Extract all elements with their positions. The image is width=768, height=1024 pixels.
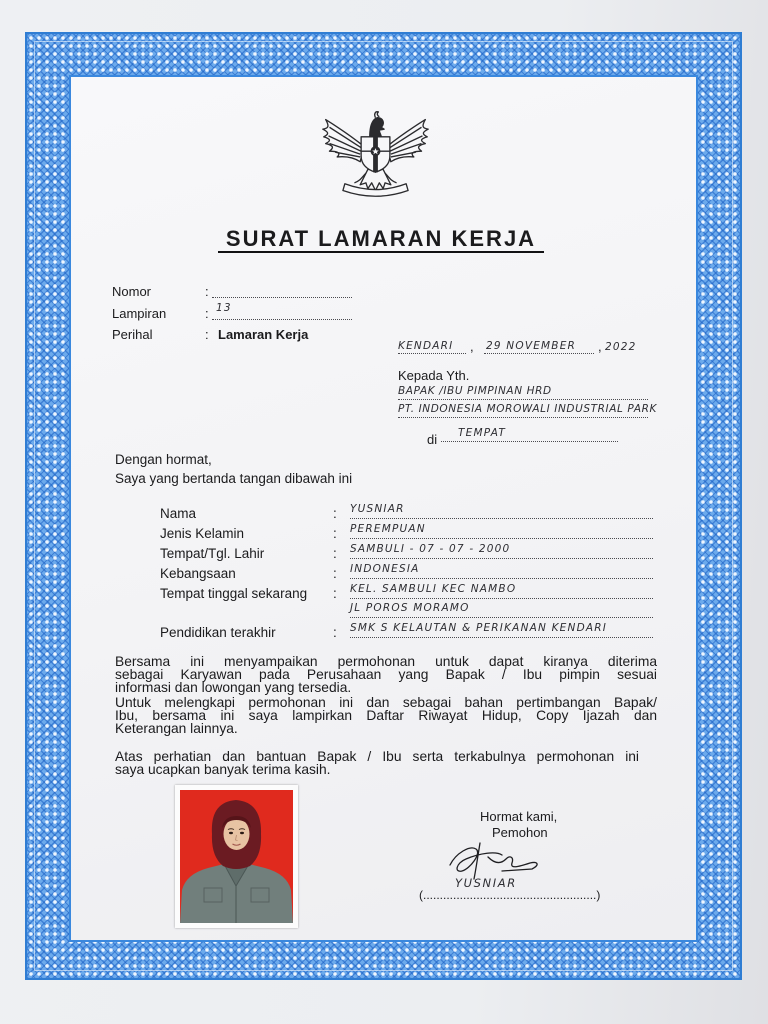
- nomor-dotted-line: [212, 285, 352, 298]
- left-eye: [229, 832, 233, 834]
- recipient-line-1: BAPAK /IBU PIMPINAN HRD: [398, 384, 648, 400]
- field-row-jenis-kelamin: [160, 525, 655, 543]
- body-paragraph-3: [115, 750, 639, 776]
- salutation: Dengan hormat,: [115, 452, 212, 467]
- meta-row-lampiran: [112, 302, 357, 322]
- signed-name: YUSNIAR: [455, 876, 517, 890]
- field-row-nama: [160, 505, 655, 523]
- emblem-head: [370, 118, 384, 137]
- body-paragraph-1: [115, 655, 657, 694]
- paragraph-line: saya ucapkan banyak terima kasih.: [115, 762, 331, 777]
- field-value-line-2: JL POROS MORAMO: [350, 601, 653, 618]
- emblem-shapes: [323, 112, 428, 197]
- field-label: Tempat tinggal sekarang: [160, 586, 308, 601]
- date-place: KENDARI: [398, 338, 466, 354]
- field-value: YUSNIAR: [350, 502, 653, 519]
- lampiran-label: Lampiran: [112, 306, 167, 321]
- wing-outline: [387, 120, 428, 162]
- field-row-tempat-tinggal-line-2: [160, 604, 655, 622]
- perihal-value: Lamaran Kerja: [218, 327, 309, 342]
- field-value: KEL. SAMBULI KEC NAMBO: [350, 582, 653, 599]
- date-day-month: 29 NOVEMBER: [484, 338, 594, 354]
- field-label: Pendidikan terakhir: [160, 625, 276, 640]
- field-value: PEREMPUAN: [350, 522, 653, 539]
- date-year: 2022: [605, 341, 637, 353]
- field-value: INDONESIA: [350, 562, 653, 579]
- field-colon: :: [333, 506, 337, 521]
- right-wing: [387, 120, 428, 162]
- applicant-photo: [175, 785, 298, 928]
- field-colon: :: [333, 625, 337, 640]
- field-value: SMK S KELAUTAN & PERIKANAN KENDARI: [350, 621, 653, 638]
- date-line: [398, 338, 656, 356]
- name-bracket-line: (....................................................): [419, 888, 601, 902]
- garuda-emblem-icon: [318, 108, 433, 204]
- recipient-di-value: TEMPAT: [441, 427, 618, 442]
- lampiran-dotted-line: [212, 307, 352, 320]
- date-separator: ,: [598, 339, 602, 354]
- nomor-colon: :: [205, 284, 209, 299]
- paragraph-line: Bersama ini menyampaikan permohonan untuk dapat kiranya diterima: [115, 654, 657, 669]
- left-wing: [323, 120, 364, 162]
- lampiran-colon: :: [205, 306, 209, 321]
- field-label: Nama: [160, 506, 197, 521]
- field-colon: :: [333, 546, 337, 561]
- paragraph-line: sebagai Karyawan pada Perusahaan yang Bapak / Ibu pimpin sesuai: [115, 667, 657, 682]
- field-row-kebangsaan: [160, 565, 655, 583]
- paragraph-line: Keterangan lainnya.: [115, 721, 238, 736]
- applicant-photo-image: [180, 790, 293, 923]
- recipient-di-label: di: [427, 432, 438, 447]
- meta-row-nomor: [112, 284, 357, 300]
- letter-title: SURAT LAMARAN KERJA: [218, 227, 544, 253]
- paragraph-line: Ibu, bersama ini saya lampirkan Daftar Riwayat Hidup, Copy Ijazah dan: [115, 708, 657, 723]
- recipient-greeting: Kepada Yth.: [398, 368, 470, 383]
- field-value: SAMBULI - 07 - 07 - 2000: [350, 542, 653, 559]
- body-paragraph-2: [115, 696, 657, 735]
- paragraph-line: Untuk melengkapi permohonan ini dan sebagai bahan pertimbangan Bapak/: [115, 695, 657, 710]
- nomor-label: Nomor: [112, 284, 152, 299]
- field-colon: :: [333, 586, 337, 601]
- field-label: Tempat/Tgl. Lahir: [160, 546, 265, 561]
- emblem-crest: [375, 112, 380, 118]
- perihal-colon: :: [205, 327, 209, 342]
- field-colon: :: [333, 566, 337, 581]
- paragraph-line: informasi dan lowongan yang tersedia.: [115, 680, 352, 695]
- field-row-tempat-tgl-lahir: [160, 545, 655, 563]
- signature-stroke: [450, 843, 537, 879]
- perihal-label: Perihal: [112, 327, 153, 342]
- field-label: Jenis Kelamin: [160, 526, 245, 541]
- wing-outline: [323, 120, 364, 162]
- field-label: Kebangsaan: [160, 566, 236, 581]
- right-eye: [240, 832, 244, 834]
- paragraph-line: Atas perhatian dan bantuan Bapak / Ibu serta terkabulnya permohonan ini: [115, 749, 639, 764]
- field-colon: :: [333, 526, 337, 541]
- lampiran-value: 13: [216, 302, 232, 314]
- date-separator: ,: [470, 339, 474, 354]
- intro-sentence: Saya yang bertanda tangan dibawah ini: [115, 471, 353, 486]
- closing-regards: Hormat kami,: [480, 809, 558, 824]
- meta-row-perihal: [112, 327, 357, 343]
- recipient-line-2: PT. INDONESIA MOROWALI INDUSTRIAL PARK: [398, 402, 648, 418]
- field-row-pendidikan: [160, 624, 655, 642]
- closing-role: Pemohon: [492, 825, 548, 840]
